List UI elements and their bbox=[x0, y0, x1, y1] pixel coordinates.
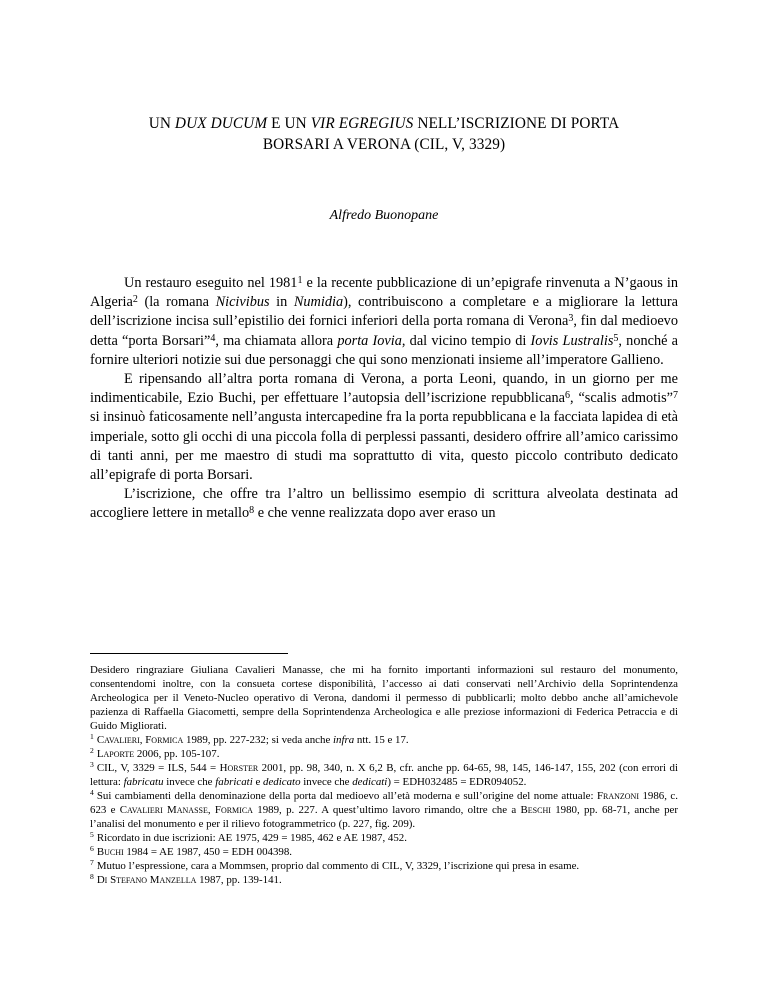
footnote: $^7$ Mutuo l’espressione, cara a Mommsen, proprio dal commento di CIL, V, 3329, l’iscrizione qui presa in esame. bbox=[90, 858, 580, 872]
author-name: Alfredo Buonopane bbox=[329, 208, 439, 223]
paragraph: E ripensando all’altra porta romana di Verona, a porta Leoni, quando, in un giorno per me indimenticabile, Ezio Buchi, per effettuare l’autopsia dell’iscrizione repubblicana$^6$, “scalis admotis”$^7$ si insinuò faticosamente nell’angusta intercapedine fra la porta repubblicana e la facciata lapidea di età imperiale, sotto gli occhi di una piccola folla di perplessi passanti, desidero offrire all’amico carissimo di tanti anni, per me maestro di studi ma soprattutto di vita, questo piccolo contributo dedicato all’epigrafe di porta Borsari. bbox=[90, 371, 679, 484]
footnote-ref[interactable]: 1 bbox=[297, 275, 303, 286]
footnote: $^2$ Laporte 2006, pp. 105-107. bbox=[90, 746, 220, 760]
title-text: NELL’ISCRIZIONE DI PORTA bbox=[413, 115, 620, 132]
footnote-ref[interactable]: 2 bbox=[132, 294, 138, 306]
title-italic: VIR EGREGIUS bbox=[310, 115, 414, 132]
title-italic: DUX DUCUM bbox=[174, 115, 268, 132]
footnote: $^8$ Di Stefano Manzella 1987, pp. 139-141. bbox=[90, 872, 282, 886]
footnote-ref[interactable]: 8 bbox=[249, 505, 255, 517]
footnote-ref[interactable]: 4 bbox=[210, 332, 216, 344]
title-text: UN bbox=[148, 115, 175, 132]
paragraph: L’iscrizione, che offre tra l’altro un bellissimo esempio di scrittura alveolata destinata ad accogliere lettere in metallo$^8$ e che venne realizzata dopo aver eraso un bbox=[90, 486, 678, 522]
footnote-separator bbox=[90, 653, 288, 654]
title-text: BORSARI A VERONA (CIL, V, 3329) bbox=[262, 136, 506, 153]
footnote: $^1$ Cavalieri, Formica 1989, pp. 227-232; si veda anche infra ntt. 15 e 17. bbox=[90, 732, 409, 746]
body-text bbox=[90, 274, 678, 524]
footnote: $^6$ Buchi 1984 = AE 1987, 450 = EDH 004398. bbox=[90, 844, 293, 858]
paragraph: Un restauro eseguito nel 1981$^1$ e la recente pubblicazione di un’epigrafe rinvenuta a N’gaous in Algeria$^2$ (la romana Nicivibus in Numidia), contribuiscono a completare e a migliorare la lettura dell’iscrizione incisa sull’epistilio dei fornici inferiori della porta romana di Verona$^3$, fin dal medioevo detta “porta Borsari”$^4$, ma chiamata allora porta Iovia, dal vicino tempio di Iovis Lustralis$^5$, nonché a fornire ulteriori notizie sui due personaggi che qui sono menzionati insieme all’imperatore Gallieno. bbox=[90, 275, 678, 368]
footnote: $^4$ Sui cambiamenti della denominazione della porta dal medioevo all’età moderna e sull’origine del nome attuale: Franzoni 1986, c. 623 e Cavalieri Manasse, Formica 1989, p. 227. A quest’ultimo lavoro rimando, oltre che a Beschi 1980, pp. 68-71, anche per l’analisi del monumento e per il rilievo fotogrammetrico (p. 227, fig. 209). bbox=[90, 788, 678, 830]
footnote-ref[interactable]: 5 bbox=[613, 332, 619, 344]
footnote-ref[interactable]: 6 bbox=[565, 390, 571, 402]
footnote-intro: Desidero ringraziare Giuliana Cavalieri Manasse, che mi ha fornito importanti informazioni sul restauro del monumento, consentendomi inoltre, con la consueta cortese disponibilità, l’accesso ai dati conservati nell’Archivio della Soprintendenza Archeologica per il Veneto-Nucleo operativo di Verona, dandomi il permesso di pubblicarli; molto debbo anche all’amichevole pazienza di Raffaella Giacometti, sempre della Soprintendenza Archeologica e alle preziose informazioni di Federica Petraccia e di Guido Migliorati. bbox=[90, 664, 678, 732]
title-text: E UN bbox=[267, 115, 311, 132]
footnotes bbox=[90, 663, 678, 887]
footnote-ref[interactable]: 3 bbox=[568, 313, 574, 325]
footnote: $^3$ CIL, V, 3329 = ILS, 544 = Horster 2001, pp. 98, 340, n. X 6,2 B, cfr. anche pp. 64-65, 98, 145, 146-147, 155, 202 (con errori di lettura: fabricatu invece che fabricati e dedicato invece che dedicati) = EDH032485 = EDR094052. bbox=[90, 760, 678, 788]
footnote-ref[interactable]: 7 bbox=[673, 390, 679, 402]
article-title bbox=[90, 113, 678, 155]
footnote: $^5$ Ricordato in due iscrizioni: AE 1975, 429 = 1985, 462 e AE 1987, 452. bbox=[90, 830, 407, 844]
